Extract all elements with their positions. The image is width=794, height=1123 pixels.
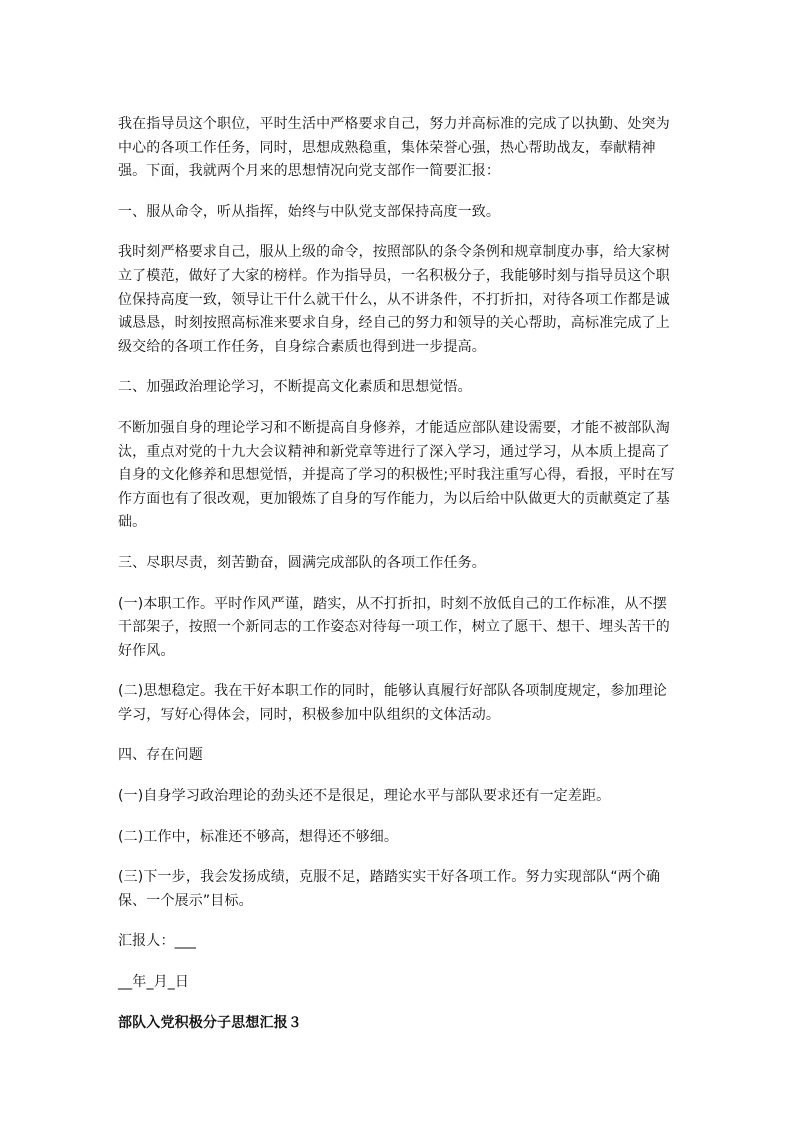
section-4-item-1: (一)自身学习政治理论的劲头还不是很足，理论水平与部队要求还有一定差距。 — [118, 788, 611, 805]
section-4-item-2: (二)工作中，标准还不够高，想得还不够细。 — [118, 828, 399, 845]
intro-paragraph: 我在指导员这个职位，平时生活中严格要求自己，努力并高标准的完成了以执勤、处突为中心的各项工作任务，同时，思想成熟稳重，集体荣誉心强，热心帮助战友，奉献精神强。下面，我就两个月来的思想情况向党支部作一简要汇报： — [118, 116, 670, 180]
section-1-paragraph: 我时刻严格要求自己，服从上级的命令，按照部队的条令条例和规章制度办事，给大家树立了模范，做好了大家的榜样。作为指导员，一名积极分子，我能够时刻与指导员这个职位保持高度一致，领导让干什么就干什么，从不讲条件，不打折扣，对待各项工作都是诚诚恳恳，时刻按照高标准来要求自身，经自己的努力和领导的关心帮助，高标准完成了上级交给的各项工作任务，自身综合素质也得到进一步提高。 — [118, 244, 670, 355]
reporter-line: 汇报人：___ — [118, 933, 197, 950]
next-report-title: 部队入党积极分子思想汇报３ — [118, 1014, 302, 1031]
section-3-item-2: (二)思想稳定。我在干好本职工作的同时，能够认真履行好部队各项制度规定，参加理论学习，写好心得体会，同时，积极参加中队组织的文体活动。 — [118, 683, 667, 723]
section-3-item-1: (一)本职工作。平时作风严谨，踏实，从不打折扣，时刻不放低自己的工作标准，从不摆干部架子，按照一个新同志的工作姿态对待每一项工作，树立了愿干、想干、埋头苦干的好作风。 — [118, 595, 670, 659]
date-line: __年_月_日 — [118, 974, 190, 991]
section-heading-4: 四、存在问题 — [118, 747, 203, 764]
document-body — [118, 113, 676, 1035]
section-heading-1: 一、服从命令，听从指挥，始终与中队党支部保持高度一致。 — [118, 203, 501, 220]
section-4-item-3: (三)下一步，我会发扬成绩，克服不足，踏踏实实干好各项工作。努力实现部队“两个确保、一个展示”目标。 — [118, 869, 661, 909]
section-heading-3: 三、尽职尽责，刻苦勤奋，圆满完成部队的各项工作任务。 — [118, 554, 486, 571]
section-2-paragraph: 不断加强自身的理论学习和不断提高自身修养，才能适应部队建设需要，才能不被部队淘汰，重点对党的十九大会议精神和新党章等进行了深入学习，通过学习，从本质上提高了自身的文化修养和思想觉悟，并提高了学习的积极性;平时我注重写心得，看报，平时在写作方面也有了很改观，更加锻炼了自身的写作能力，为以后给中队做更大的贡献奠定了基础。 — [118, 419, 675, 531]
section-heading-2: 二、加强政治理论学习，不断提高文化素质和思想觉悟。 — [118, 379, 472, 396]
